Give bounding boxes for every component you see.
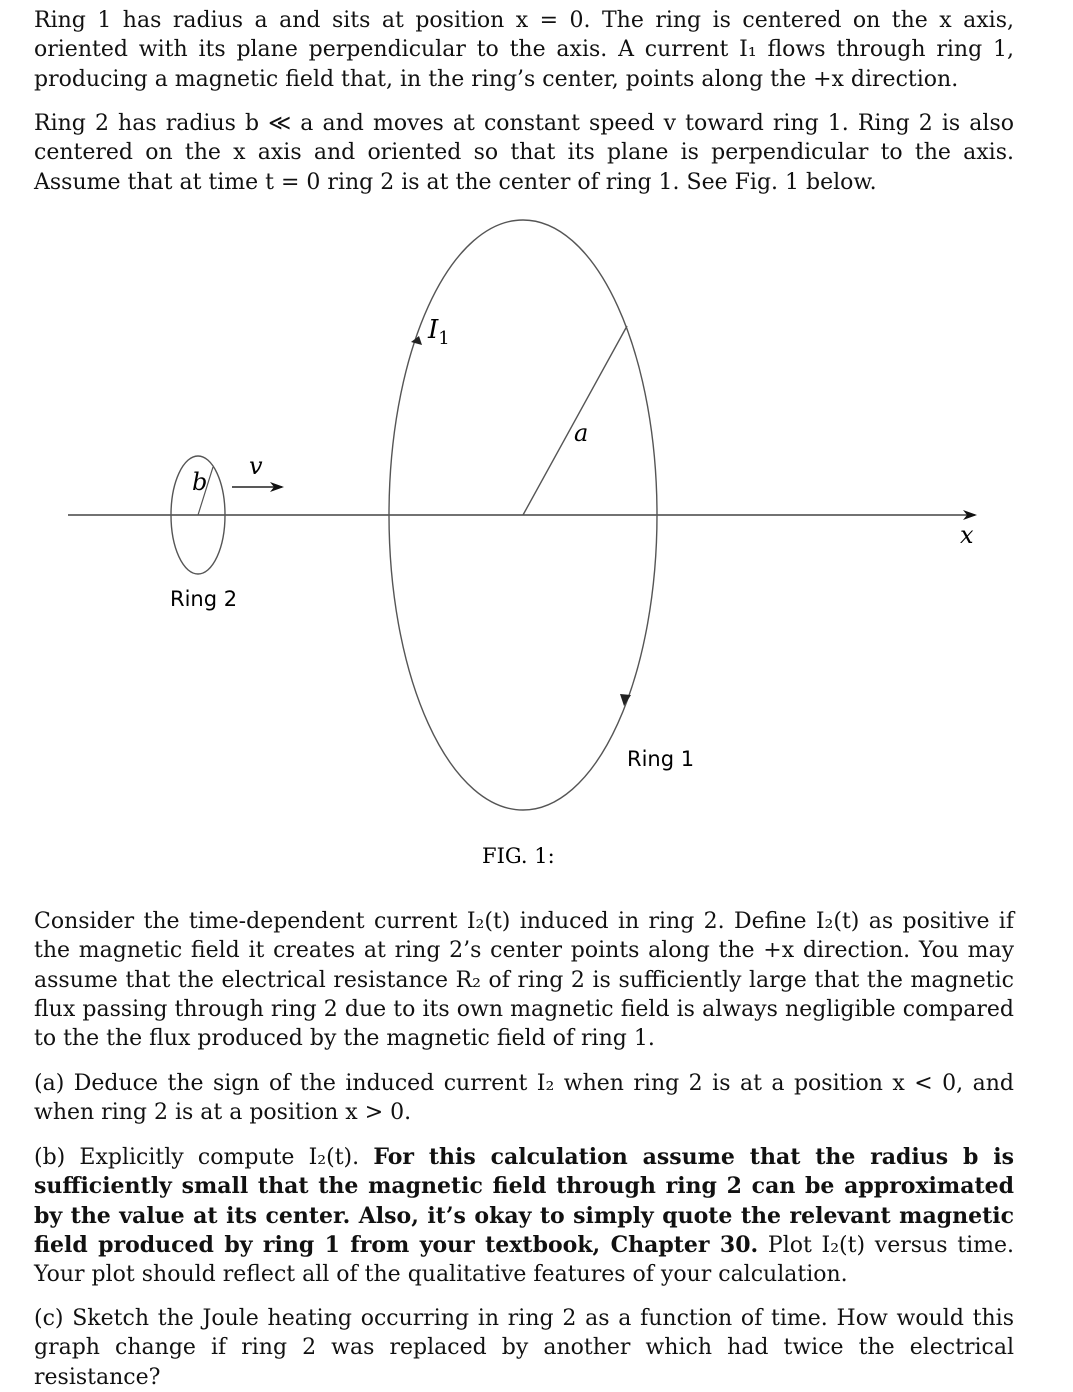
paragraph-induced-current: Consider the time-dependent current I₂(t) induced in ring 2. Define I₂(t) as positive if the magnetic field it creates at ring 2’s center points along the +x direction. You may assume that the electrical resistance R₂ of ring 2 is sufficiently large that the magnetic flux passing through ring 2 due to its own magnetic field is always negligible compared to the the flux produced by the magnetic field of ring 1.: [34, 909, 1014, 1052]
current-label: $I_1$: [428, 315, 450, 349]
ring-1-label: Ring 1: [627, 747, 695, 771]
question-b-bold: For this calculation assume that the radius b is sufficiently small that the magnetic field through ring 2 can be approximated by the value at its center. Also, it’s okay to simply quote the relevant magnetic field produced by ring 1 from your textbook, Chapter 30.: [34, 1144, 1014, 1258]
question-b-end: Plot I₂(t) versus time. Your plot should reflect all of the qualitative features of your calculation.: [34, 1232, 1014, 1288]
radius-b-label: b: [192, 468, 208, 496]
x-axis-label: x: [960, 521, 974, 549]
figure-caption: FIG. 1:: [482, 844, 555, 868]
question-c: (c) Sketch the Joule heating occurring in ring 2 as a function of time. How would this graph change if ring 2 was replaced by another which had twice the electrical resistance?: [34, 1306, 1014, 1390]
question-b: [34, 1143, 1014, 1289]
question-b-start: (b) Explicitly compute I₂(t).: [34, 1145, 374, 1170]
velocity-label: v: [249, 452, 263, 480]
question-a: (a) Deduce the sign of the induced current I₂ when ring 2 is at a position x < 0, and when ring 2 is at a position x > 0.: [34, 1071, 1014, 1126]
ring-2-label: Ring 2: [170, 587, 238, 611]
paragraph-ring1-description: Ring 1 has radius a and sits at position x = 0. The ring is centered on the x axis, oriented with its plane perpendicular to the axis. A current I₁ flows through ring 1, producing a magnetic field that, in the ring’s center, points along the +x direction.: [34, 8, 1014, 92]
radius-a-label: a: [574, 419, 589, 447]
paragraph-ring2-description: Ring 2 has radius b ≪ a and moves at constant speed v toward ring 1. Ring 2 is also centered on the x axis and oriented so that its plane is perpendicular to the axis. Assume that at time t = 0 ring 2 is at the center of ring 1. See Fig. 1 below.: [34, 111, 1014, 195]
